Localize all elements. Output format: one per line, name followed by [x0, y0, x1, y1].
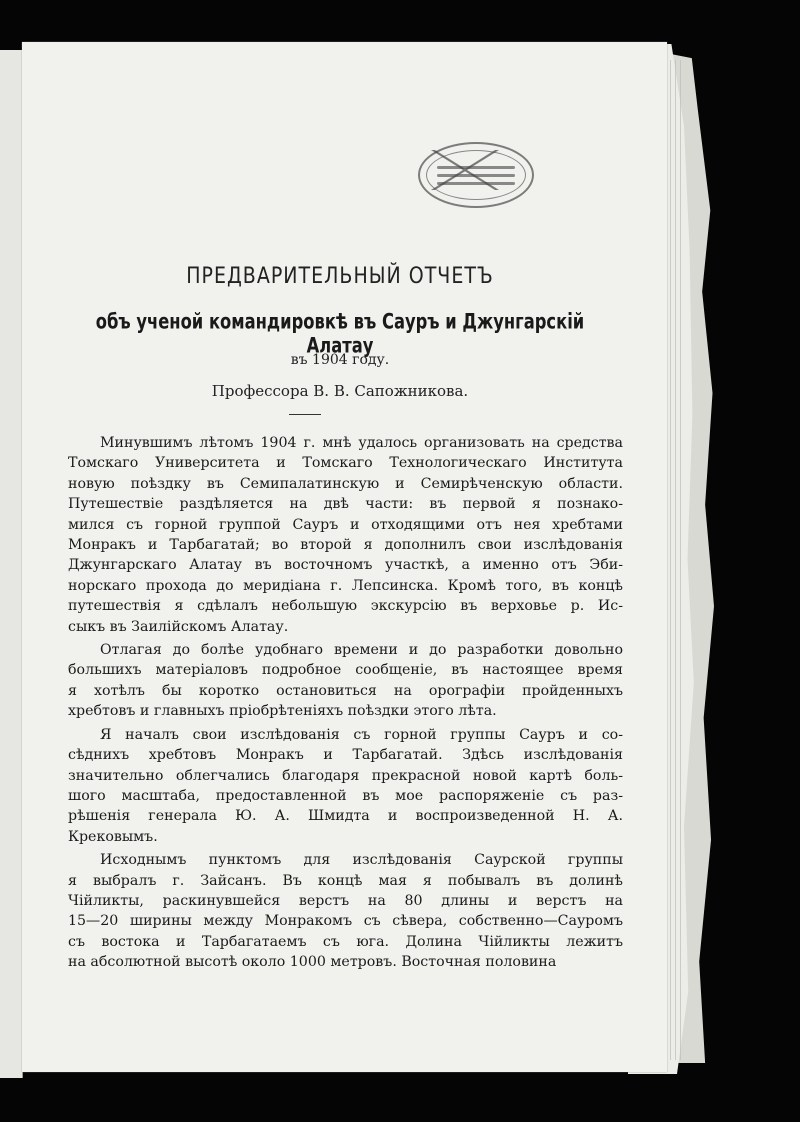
text-line: Путешествіе раздѣляется на двѣ части: въ первой я познако- — [68, 496, 623, 513]
text-line: я хотѣлъ бы коротко остановиться на орографіи пройденныхъ — [68, 682, 623, 699]
text-line: Крековымъ. — [68, 828, 158, 845]
text-line: большихъ матеріаловъ подробное сообщеніе, въ настоящее время — [68, 662, 623, 679]
text-line: Джунгарскаго Алатау въ восточномъ участкѣ, а именно отъ Эби- — [68, 557, 623, 574]
text-line: я выбралъ г. Зайсанъ. Въ концѣ мая я побывалъ въ долинѣ — [68, 872, 623, 889]
paragraph — [68, 725, 623, 847]
paragraph — [68, 850, 623, 972]
stamp-cancel-mark — [430, 150, 500, 190]
text-line: путешествія я сдѣлалъ небольшую экскурсію въ верховье р. Ис- — [68, 598, 623, 615]
text-line: на абсолютной высотѣ около 1000 метровъ. Восточная половина — [68, 954, 557, 971]
text-line: сыкъ въ Заилійскомъ Алатау. — [68, 618, 289, 635]
document-body — [68, 433, 623, 976]
text-line: шого масштаба, предоставленной въ мое распоряженіе съ раз- — [68, 787, 623, 804]
text-line: мился съ горной группой Сауръ и отходящими отъ нея хребтами — [68, 516, 623, 533]
paragraph — [68, 640, 623, 722]
text-line: Монракъ и Тарбагатай; во второй я дополнилъ свои изслѣдованія — [68, 537, 623, 554]
text-line: Исходнымъ пунктомъ для изслѣдованія Саурской группы — [100, 852, 623, 869]
text-line: Отлагая до болѣе удобнаго времени и до разработки довольно — [100, 642, 623, 659]
text-line: сѣднихъ хребтовъ Монракъ и Тарбагатай. Здѣсь изслѣдованія — [68, 747, 623, 764]
document-title: ПРЕДВАРИТЕЛЬНЫЙ ОТЧЕТЪ — [186, 263, 494, 289]
facing-page-edge — [0, 50, 23, 1078]
title-divider — [289, 414, 321, 415]
text-line: Минувшимъ лѣтомъ 1904 г. мнѣ удалось организовать на средства — [100, 435, 623, 451]
text-line: новую поѣздку въ Семипалатинскую и Семирѣченскую области. — [68, 475, 623, 492]
document-subtitle: объ ученой командировкѣ въ Сауръ и Джунгарскій Алатау — [95, 309, 585, 359]
text-line: Томскаго Университета и Томскаго Технологическаго Института — [68, 455, 623, 472]
text-line: хребтовъ и главныхъ пріобрѣтеніяхъ поѣздки этого лѣта. — [68, 703, 497, 720]
text-line: 15—20 ширины между Монракомъ съ сѣвера, собственно—Сауромъ — [68, 913, 623, 930]
text-line: Я началъ свои изслѣдованія съ горной группы Сауръ и со- — [100, 726, 623, 743]
text-line: норскаго прохода до меридіана г. Лепсинска. Кромѣ того, въ концѣ — [68, 577, 623, 594]
document-author: Профессора В. В. Сапожникова. — [211, 382, 469, 400]
text-line: значительно облегчались благодаря прекрасной новой картѣ боль- — [68, 767, 623, 784]
document-year: въ 1904 году. — [290, 352, 390, 368]
text-line: рѣшенія генерала Ю. А. Шмидта и воспроизведенной Н. А. — [68, 808, 623, 825]
paragraph — [68, 433, 623, 637]
text-line: Чійликты, раскинувшейся верстъ на 80 длины и верстъ на — [68, 892, 623, 909]
text-line: съ востока и Тарбагатаемъ съ юга. Долина Чійликты лежитъ — [68, 933, 623, 950]
